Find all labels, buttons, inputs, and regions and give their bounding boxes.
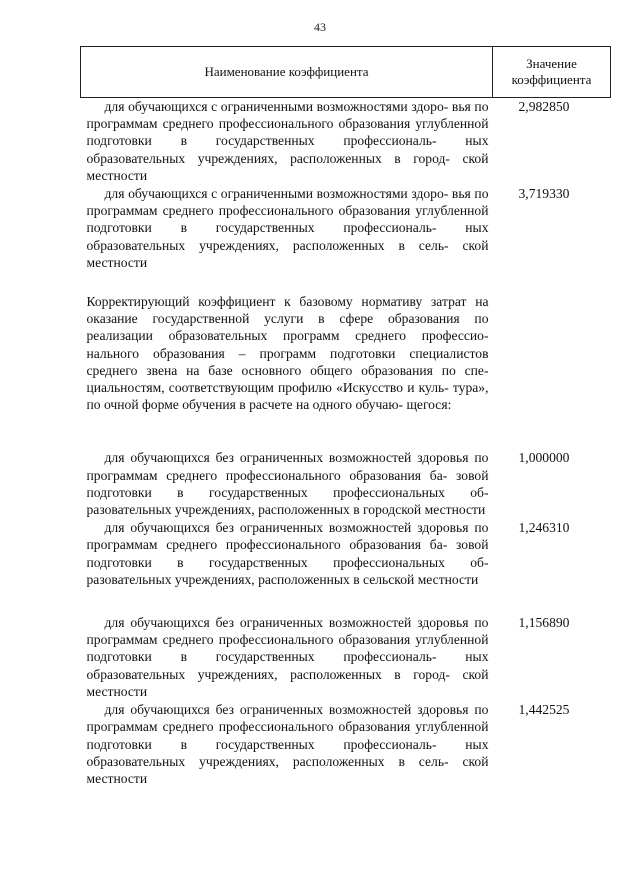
description-line: реализации образовательных программ среднего профессио- bbox=[86, 328, 489, 344]
description-line: ской местности bbox=[86, 753, 489, 786]
description-line: по программам среднего профессионального образования bbox=[86, 702, 489, 735]
coefficient-description bbox=[81, 588, 493, 700]
description-line: разовательных учреждениях, расположенных в сельской bbox=[86, 571, 415, 587]
description-line: ской местности bbox=[86, 666, 489, 699]
coefficient-description bbox=[81, 98, 493, 185]
header-value-line1: Значение bbox=[526, 56, 577, 71]
header-coefficient-name: Наименование коэффициента bbox=[81, 47, 493, 98]
page-number: 43 bbox=[314, 20, 326, 34]
coefficient-value bbox=[493, 449, 611, 518]
description-line: ных образовательных учреждениях, расположенных в город- bbox=[86, 133, 489, 166]
coefficient-value bbox=[493, 271, 611, 449]
description-line: углубленной подготовки в государственных профессиональ- bbox=[86, 632, 489, 665]
description-line: зовой подготовки в государственных профессиональных об- bbox=[86, 467, 489, 500]
description-line: вья по программам среднего профессионального образования bbox=[86, 99, 489, 132]
description-line: по программам среднего профессионального образования bbox=[86, 615, 489, 648]
table-row bbox=[81, 271, 611, 449]
description-line: ской местности bbox=[86, 150, 489, 183]
coefficient-value bbox=[493, 98, 611, 185]
description-line: для обучающихся без ограниченных возможностей здоровья bbox=[104, 450, 469, 466]
description-line: Корректирующий коэффициент к базовому нормативу затрат bbox=[86, 294, 467, 310]
description-line: для обучающихся с ограниченными возможностями здоро- bbox=[104, 186, 449, 202]
description-line: для обучающихся без ограниченных возможностей здоровья bbox=[104, 615, 469, 631]
table-header-row bbox=[81, 47, 611, 98]
coefficient-description bbox=[81, 518, 493, 588]
table-row bbox=[81, 184, 611, 271]
description-line: нального образования – программ подготовки специалистов bbox=[86, 345, 489, 361]
header-value-line2: коэффициента bbox=[511, 72, 592, 87]
coefficient-description bbox=[81, 449, 493, 518]
description-line: по программам среднего профессионального образования ба- bbox=[86, 450, 489, 483]
table-row bbox=[81, 700, 611, 787]
coefficient-description bbox=[81, 700, 493, 787]
coefficient-value bbox=[493, 184, 611, 271]
coefficient-value bbox=[493, 588, 611, 700]
coefficient-value bbox=[493, 518, 611, 588]
coefficient-section-heading bbox=[81, 271, 493, 449]
coefficient-value-text: 3,719330 bbox=[518, 186, 570, 202]
description-line: циальностям, соответствующим профилю «Искусство и куль- bbox=[86, 380, 449, 396]
description-line: ных образовательных учреждениях, расположенных в город- bbox=[86, 649, 489, 682]
description-line: местности bbox=[417, 571, 479, 587]
description-line: для обучающихся без ограниченных возможностей здоровья bbox=[104, 702, 469, 718]
description-line: щегося: bbox=[406, 397, 452, 413]
coefficient-value-text: 1,442525 bbox=[518, 702, 570, 718]
description-line: вья по программам среднего профессионального образования bbox=[86, 186, 489, 219]
coefficient-description bbox=[81, 184, 493, 271]
description-line: ской местности bbox=[86, 237, 489, 270]
description-line: ных образовательных учреждениях, расположенных в сель- bbox=[86, 220, 489, 253]
table-row bbox=[81, 98, 611, 185]
description-line: разовательных учреждениях, расположенных в городской bbox=[86, 502, 422, 518]
coefficient-value bbox=[493, 700, 611, 787]
description-line: углубленной подготовки в государственных профессиональ- bbox=[86, 116, 489, 149]
description-line: по программам среднего профессионального образования ба- bbox=[86, 520, 489, 553]
coefficient-table bbox=[80, 46, 611, 787]
header-coefficient-value bbox=[493, 47, 611, 98]
coefficient-value-text: 1,000000 bbox=[518, 450, 570, 466]
coefficient-value-text: 1,246310 bbox=[518, 520, 570, 536]
description-line: углубленной подготовки в государственных профессиональ- bbox=[86, 203, 489, 236]
description-line: для обучающихся с ограниченными возможностями здоро- bbox=[104, 99, 449, 114]
description-line: ных образовательных учреждениях, расположенных в сель- bbox=[86, 736, 489, 769]
coefficient-value-text: 1,156890 bbox=[518, 615, 570, 631]
description-line: на оказание государственной услуги в сфере образования по bbox=[86, 294, 489, 327]
coefficient-value-text: 2,982850 bbox=[518, 99, 570, 114]
table-row bbox=[81, 449, 611, 518]
description-line: местности bbox=[424, 502, 486, 518]
description-line: тура», по очной форме обучения в расчете на одного обучаю- bbox=[86, 380, 489, 413]
table-row bbox=[81, 518, 611, 588]
description-line: среднего звена на базе основного общего образования по спе- bbox=[86, 362, 489, 378]
description-line: для обучающихся без ограниченных возможностей здоровья bbox=[104, 520, 469, 536]
table-row bbox=[81, 588, 611, 700]
description-line: углубленной подготовки в государственных профессиональ- bbox=[86, 719, 489, 752]
description-line: зовой подготовки в государственных профессиональных об- bbox=[86, 537, 489, 570]
